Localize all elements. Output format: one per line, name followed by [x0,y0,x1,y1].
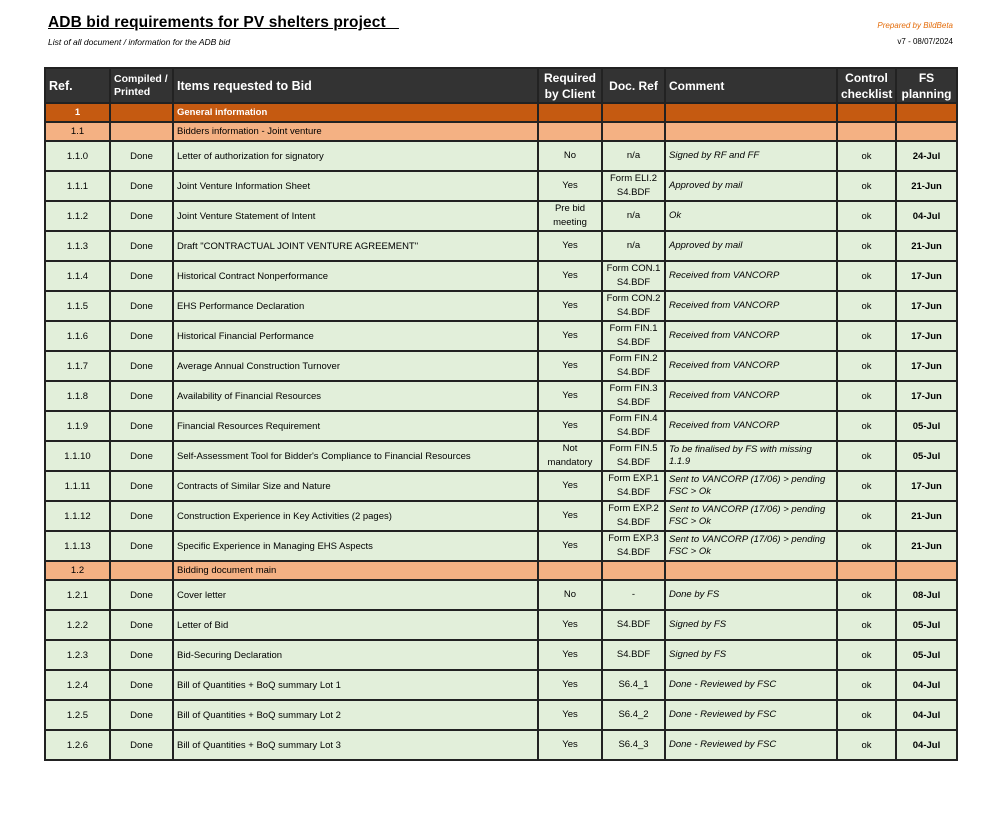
cell-control[interactable]: ok [837,351,896,381]
cell-comment[interactable]: Received from VANCORP [665,411,837,441]
cell-required[interactable]: Yes [538,231,602,261]
cell-fs-planning[interactable]: 05-Jul [896,441,957,471]
cell-fs-planning[interactable]: 21-Jun [896,501,957,531]
subsection-row [45,561,957,580]
cell-comment[interactable]: Sent to VANCORP (17/06) > pending FSC > Ok [665,471,837,501]
cell-doc-ref[interactable]: Form FIN.5 S4.BDF [602,441,665,471]
cell-item[interactable]: Draft "CONTRACTUAL JOINT VENTURE AGREEMENT" [173,231,538,261]
col-header-doc-ref[interactable]: Doc. Ref [602,68,665,103]
cell-fs-planning[interactable] [896,561,957,580]
cell-doc-ref[interactable]: Form CON.1 S4.BDF [602,261,665,291]
cell-comment[interactable]: Done - Reviewed by FSC [665,670,837,700]
cell-compiled[interactable]: Done [110,261,173,291]
table-row [45,531,957,561]
cell-fs-planning[interactable] [896,103,957,122]
cell-doc-ref[interactable]: Form CON.2 S4.BDF [602,291,665,321]
cell-required[interactable] [538,122,602,141]
prepared-by: Prepared by BildBeta [877,21,953,30]
cell-item[interactable]: Construction Experience in Key Activities (2 pages) [173,501,538,531]
cell-item[interactable]: Bidders information - Joint venture [173,122,538,141]
cell-doc-ref[interactable] [602,103,665,122]
cell-fs-planning[interactable]: 04-Jul [896,670,957,700]
cell-control[interactable] [837,103,896,122]
cell-control[interactable]: ok [837,411,896,441]
cell-ref[interactable]: 1.1 [45,122,110,141]
cell-comment[interactable]: Sent to VANCORP (17/06) > pending FSC > Ok [665,501,837,531]
cell-doc-ref[interactable]: n/a [602,201,665,231]
cell-item[interactable]: Joint Venture Statement of Intent [173,201,538,231]
cell-doc-ref[interactable] [602,561,665,580]
cell-item[interactable]: Joint Venture Information Sheet [173,171,538,201]
cell-fs-planning[interactable]: 21-Jun [896,171,957,201]
cell-compiled[interactable]: Done [110,730,173,760]
cell-control[interactable]: ok [837,381,896,411]
cell-compiled[interactable]: Done [110,700,173,730]
cell-doc-ref[interactable]: n/a [602,231,665,261]
cell-required[interactable]: No [538,580,602,610]
cell-item[interactable]: Average Annual Construction Turnover [173,351,538,381]
cell-item[interactable]: Letter of Bid [173,610,538,640]
cell-fs-planning[interactable]: 08-Jul [896,580,957,610]
cell-control[interactable]: ok [837,471,896,501]
cell-control[interactable]: ok [837,141,896,171]
cell-doc-ref[interactable]: S6.4_1 [602,670,665,700]
cell-compiled[interactable]: Done [110,321,173,351]
table-row [45,171,957,201]
cell-ref[interactable]: 1.2.4 [45,670,110,700]
table-row [45,321,957,351]
cell-comment[interactable]: Received from VANCORP [665,291,837,321]
cell-compiled[interactable] [110,561,173,580]
cell-control[interactable]: ok [837,261,896,291]
cell-item[interactable]: Bill of Quantities + BoQ summary Lot 1 [173,670,538,700]
cell-item[interactable]: Historical Financial Performance [173,321,538,351]
cell-ref[interactable]: 1.1.8 [45,381,110,411]
cell-compiled[interactable] [110,103,173,122]
cell-item[interactable]: Self-Assessment Tool for Bidder's Compliance to Financial Resources [173,441,538,471]
cell-required[interactable]: Yes [538,670,602,700]
cell-control[interactable]: ok [837,640,896,670]
version-date: v7 - 08/07/2024 [897,37,953,46]
cell-comment[interactable]: Signed by FS [665,640,837,670]
cell-fs-planning[interactable]: 17-Jun [896,321,957,351]
cell-fs-planning[interactable]: 04-Jul [896,700,957,730]
table-row [45,291,957,321]
cell-required[interactable]: Yes [538,531,602,561]
cell-ref[interactable]: 1.2.6 [45,730,110,760]
cell-required[interactable]: No [538,141,602,171]
cell-control[interactable]: ok [837,531,896,561]
table-row [45,351,957,381]
cell-comment[interactable]: To be finalised by FS with missing 1.1.9 [665,441,837,471]
table-row [45,441,957,471]
cell-required[interactable]: Yes [538,381,602,411]
cell-item[interactable]: Cover letter [173,580,538,610]
cell-doc-ref[interactable]: S4.BDF [602,640,665,670]
cell-doc-ref[interactable]: n/a [602,141,665,171]
col-header-required[interactable]: Required by Client [538,68,602,103]
cell-compiled[interactable] [110,122,173,141]
table-row [45,201,957,231]
cell-item[interactable]: Contracts of Similar Size and Nature [173,471,538,501]
table-row [45,610,957,640]
cell-required[interactable]: Yes [538,610,602,640]
header-row [45,68,957,103]
table-row [45,580,957,610]
cell-doc-ref[interactable] [602,122,665,141]
table-row [45,231,957,261]
cell-fs-planning[interactable]: 04-Jul [896,730,957,760]
cell-control[interactable]: ok [837,321,896,351]
table-row [45,141,957,171]
cell-compiled[interactable]: Done [110,501,173,531]
cell-doc-ref[interactable]: Form EXP.1 S4.BDF [602,471,665,501]
cell-compiled[interactable]: Done [110,411,173,441]
cell-comment[interactable]: Done - Reviewed by FSC [665,700,837,730]
document-title: ADB bid requirements for PV shelters project [48,14,399,31]
cell-item[interactable]: General information [173,103,538,122]
col-header-control[interactable]: Control checklist [837,68,896,103]
cell-comment[interactable]: Received from VANCORP [665,321,837,351]
cell-item[interactable]: Bill of Quantities + BoQ summary Lot 2 [173,700,538,730]
cell-required[interactable]: Pre bid meeting [538,201,602,231]
cell-compiled[interactable]: Done [110,171,173,201]
cell-doc-ref[interactable]: Form EXP.2 S4.BDF [602,501,665,531]
document-subtitle: List of all document / information for the ADB bid [48,37,231,47]
cell-required[interactable]: Yes [538,171,602,201]
cell-ref[interactable]: 1.1.6 [45,321,110,351]
cell-doc-ref[interactable]: S6.4_3 [602,730,665,760]
cell-compiled[interactable]: Done [110,201,173,231]
cell-ref[interactable]: 1.2.2 [45,610,110,640]
cell-doc-ref[interactable]: Form ELI.2 S4.BDF [602,171,665,201]
cell-required[interactable]: Yes [538,351,602,381]
cell-comment[interactable]: Approved by mail [665,231,837,261]
cell-ref[interactable]: 1.2.5 [45,700,110,730]
cell-ref[interactable]: 1.1.0 [45,141,110,171]
cell-compiled[interactable]: Done [110,351,173,381]
cell-fs-planning[interactable]: 05-Jul [896,411,957,441]
cell-control[interactable]: ok [837,171,896,201]
cell-comment[interactable]: Received from VANCORP [665,261,837,291]
col-header-comment[interactable]: Comment [665,68,837,103]
col-header-items[interactable]: Items requested to Bid [173,68,538,103]
cell-compiled[interactable]: Done [110,291,173,321]
cell-compiled[interactable]: Done [110,670,173,700]
cell-comment[interactable]: Done - Reviewed by FSC [665,730,837,760]
section-row [45,103,957,122]
cell-required[interactable]: Yes [538,700,602,730]
table-row [45,471,957,501]
cell-doc-ref[interactable]: Form FIN.1 S4.BDF [602,321,665,351]
cell-control[interactable]: ok [837,730,896,760]
cell-fs-planning[interactable]: 04-Jul [896,201,957,231]
cell-comment[interactable]: Approved by mail [665,171,837,201]
cell-comment[interactable] [665,561,837,580]
cell-doc-ref[interactable]: Form FIN.2 S4.BDF [602,351,665,381]
cell-ref[interactable]: 1.1.1 [45,171,110,201]
cell-required[interactable]: Not mandatory [538,441,602,471]
cell-comment[interactable]: Ok [665,201,837,231]
cell-ref[interactable]: 1 [45,103,110,122]
cell-control[interactable] [837,122,896,141]
cell-item[interactable]: Financial Resources Requirement [173,411,538,441]
cell-control[interactable]: ok [837,231,896,261]
cell-required[interactable]: Yes [538,321,602,351]
cell-ref[interactable]: 1.1.9 [45,411,110,441]
cell-required[interactable] [538,561,602,580]
cell-compiled[interactable]: Done [110,531,173,561]
cell-comment[interactable]: Signed by FS [665,610,837,640]
cell-control[interactable] [837,561,896,580]
cell-comment[interactable]: Sent to VANCORP (17/06) > pending FSC > Ok [665,531,837,561]
bid-requirements-table [44,67,958,761]
cell-control[interactable]: ok [837,291,896,321]
cell-doc-ref[interactable]: - [602,580,665,610]
cell-ref[interactable]: 1.1.4 [45,261,110,291]
cell-ref[interactable]: 1.1.12 [45,501,110,531]
cell-doc-ref[interactable]: Form EXP.3 S4.BDF [602,531,665,561]
cell-comment[interactable]: Received from VANCORP [665,351,837,381]
cell-required[interactable]: Yes [538,261,602,291]
cell-required[interactable]: Yes [538,471,602,501]
cell-control[interactable]: ok [837,580,896,610]
cell-fs-planning[interactable]: 05-Jul [896,640,957,670]
cell-fs-planning[interactable]: 17-Jun [896,291,957,321]
cell-ref[interactable]: 1.2 [45,561,110,580]
cell-compiled[interactable]: Done [110,580,173,610]
cell-item[interactable]: Historical Contract Nonperformance [173,261,538,291]
table-row [45,411,957,441]
cell-compiled[interactable]: Done [110,231,173,261]
cell-fs-planning[interactable]: 17-Jun [896,261,957,291]
table-row [45,700,957,730]
cell-item[interactable]: Bill of Quantities + BoQ summary Lot 3 [173,730,538,760]
cell-fs-planning[interactable]: 17-Jun [896,381,957,411]
cell-fs-planning[interactable]: 17-Jun [896,351,957,381]
cell-control[interactable]: ok [837,610,896,640]
cell-comment[interactable]: Received from VANCORP [665,381,837,411]
cell-ref[interactable]: 1.1.10 [45,441,110,471]
cell-comment[interactable] [665,122,837,141]
cell-item[interactable]: Bidding document main [173,561,538,580]
col-header-ref[interactable]: Ref. [45,68,110,103]
cell-fs-planning[interactable]: 05-Jul [896,610,957,640]
cell-ref[interactable]: 1.1.13 [45,531,110,561]
cell-required[interactable]: Yes [538,730,602,760]
cell-compiled[interactable]: Done [110,441,173,471]
cell-ref[interactable]: 1.1.11 [45,471,110,501]
table-row [45,381,957,411]
cell-ref[interactable]: 1.2.3 [45,640,110,670]
cell-doc-ref[interactable]: S4.BDF [602,610,665,640]
cell-doc-ref[interactable]: S6.4_2 [602,700,665,730]
cell-control[interactable]: ok [837,670,896,700]
cell-fs-planning[interactable]: 17-Jun [896,471,957,501]
cell-required[interactable] [538,103,602,122]
cell-item[interactable]: EHS Performance Declaration [173,291,538,321]
cell-fs-planning[interactable]: 21-Jun [896,531,957,561]
cell-required[interactable]: Yes [538,640,602,670]
cell-item[interactable]: Bid-Securing Declaration [173,640,538,670]
cell-control[interactable]: ok [837,201,896,231]
cell-compiled[interactable]: Done [110,610,173,640]
col-header-fs-planning[interactable]: FS planning [896,68,957,103]
table-row [45,730,957,760]
cell-ref[interactable]: 1.1.2 [45,201,110,231]
cell-ref[interactable]: 1.1.3 [45,231,110,261]
table-row [45,261,957,291]
cell-ref[interactable]: 1.2.1 [45,580,110,610]
cell-ref[interactable]: 1.1.7 [45,351,110,381]
cell-fs-planning[interactable]: 21-Jun [896,231,957,261]
cell-required[interactable]: Yes [538,411,602,441]
cell-required[interactable]: Yes [538,291,602,321]
cell-required[interactable]: Yes [538,501,602,531]
table-row [45,640,957,670]
cell-compiled[interactable]: Done [110,471,173,501]
cell-comment[interactable] [665,103,837,122]
cell-control[interactable]: ok [837,441,896,471]
cell-control[interactable]: ok [837,700,896,730]
cell-compiled[interactable]: Done [110,640,173,670]
table-row [45,670,957,700]
cell-item[interactable]: Specific Experience in Managing EHS Aspects [173,531,538,561]
table-row [45,501,957,531]
cell-item[interactable]: Availability of Financial Resources [173,381,538,411]
cell-compiled[interactable]: Done [110,141,173,171]
cell-comment[interactable]: Signed by RF and FF [665,141,837,171]
cell-comment[interactable]: Done by FS [665,580,837,610]
cell-fs-planning[interactable]: 24-Jul [896,141,957,171]
cell-control[interactable]: ok [837,501,896,531]
col-header-compiled[interactable]: Compiled / Printed [110,68,173,103]
cell-doc-ref[interactable]: Form FIN.3 S4.BDF [602,381,665,411]
cell-compiled[interactable]: Done [110,381,173,411]
cell-ref[interactable]: 1.1.5 [45,291,110,321]
table-body [45,103,957,760]
cell-doc-ref[interactable]: Form FIN.4 S4.BDF [602,411,665,441]
cell-item[interactable]: Letter of authorization for signatory [173,141,538,171]
cell-fs-planning[interactable] [896,122,957,141]
subsection-row [45,122,957,141]
